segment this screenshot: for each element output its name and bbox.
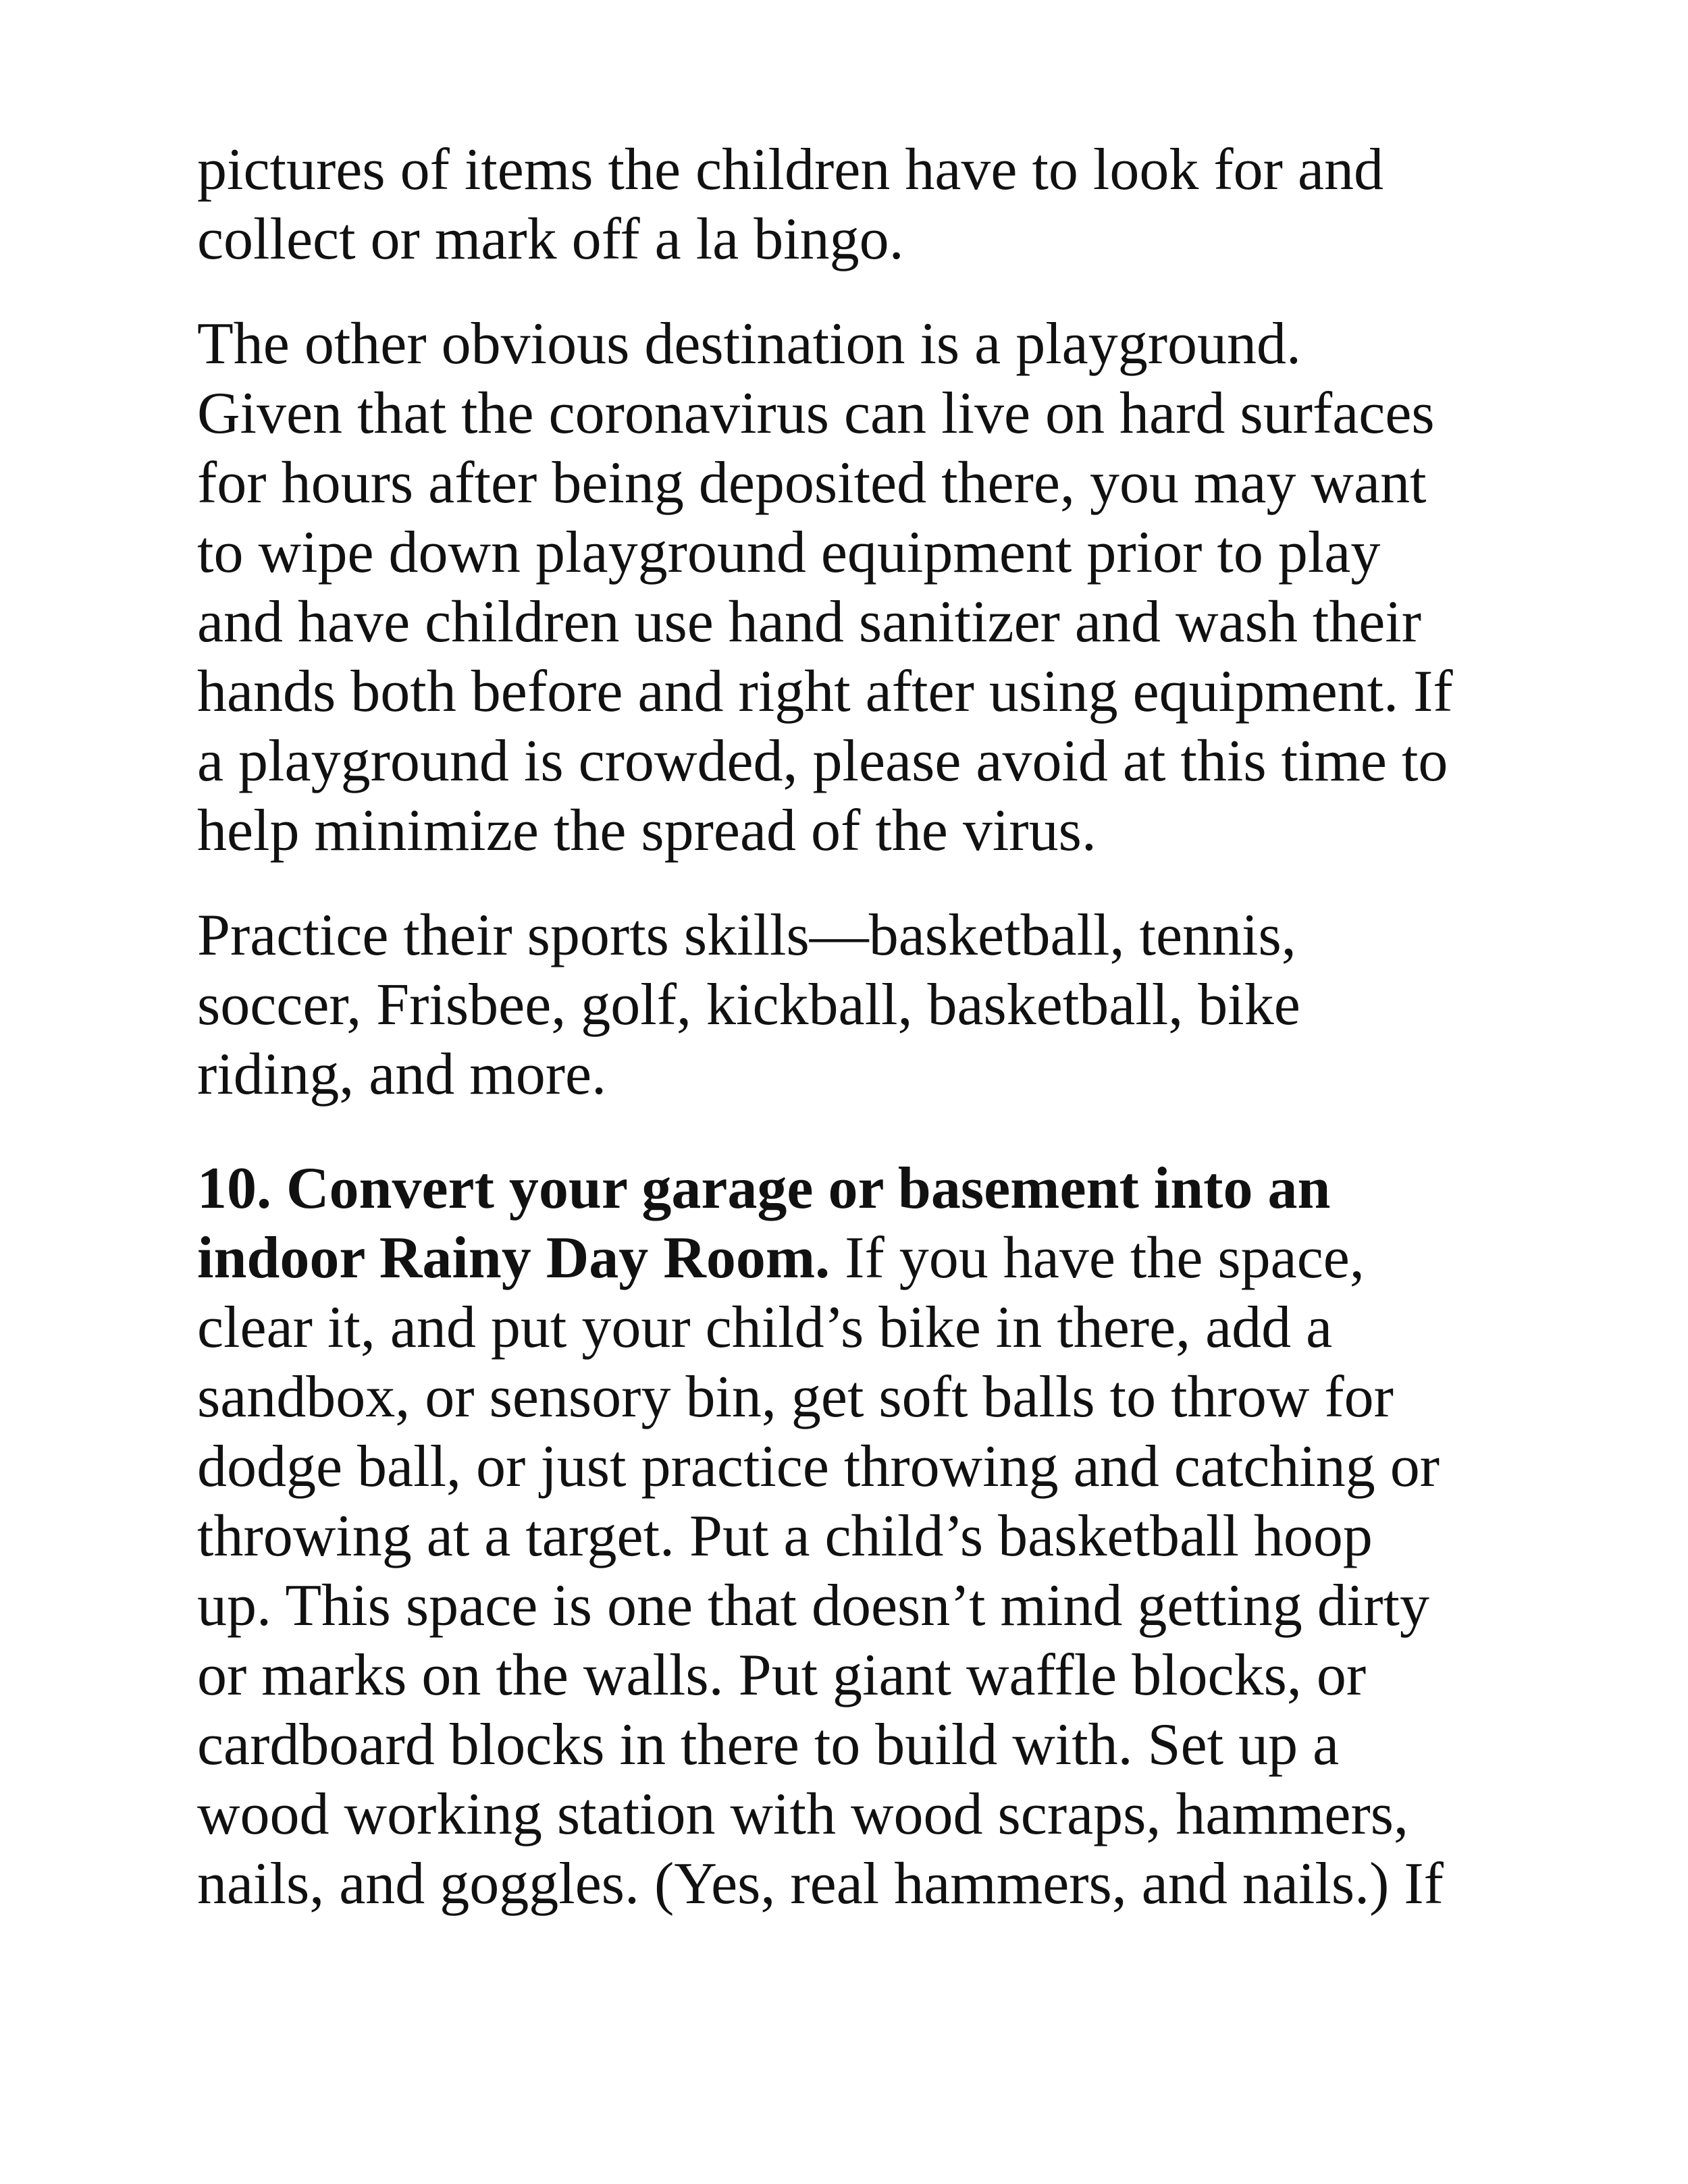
text-line: riding, and more.: [197, 1042, 607, 1107]
paragraph-playground: [197, 309, 1521, 865]
text-line: Given that the coronavirus can live on hard surfaces: [197, 381, 1435, 446]
paragraph-bingo-continued: [197, 135, 1521, 274]
text-line: sandbox, or sensory bin, get soft balls to throw for: [197, 1364, 1394, 1430]
text-line: pictures of items the children have to look for and: [197, 137, 1384, 203]
paragraph-sports-skills: [197, 901, 1521, 1109]
text-line: [197, 1223, 1521, 1293]
section-heading-continued: indoor Rainy Day Room.: [197, 1225, 830, 1291]
text-fragment: If you have the space,: [830, 1225, 1365, 1291]
text-line: help minimize the spread of the virus.: [197, 798, 1097, 863]
page-body-text: [197, 135, 1521, 1919]
text-line: up. This space is one that doesn’t mind getting dirty: [197, 1573, 1429, 1639]
text-line: hands both before and right after using equipment. If: [197, 659, 1453, 724]
text-line: throwing at a target. Put a child’s basketball hoop: [197, 1503, 1373, 1569]
text-line: cardboard blocks in there to build with. Set up a: [197, 1712, 1340, 1778]
text-line: to wipe down playground equipment prior to play: [197, 520, 1381, 585]
text-line: soccer, Frisbee, golf, kickball, basketball, bike: [197, 972, 1300, 1038]
text-line: Practice their sports skills—basketball, tennis,: [197, 903, 1296, 968]
text-line: or marks on the walls. Put giant waffle blocks, or: [197, 1643, 1367, 1708]
section-10-rainy-day-room: [197, 1154, 1521, 1919]
text-line: collect or mark off a la bingo.: [197, 207, 904, 272]
text-line: clear it, and put your child’s bike in there, add a: [197, 1295, 1333, 1360]
text-line: a playground is crowded, please avoid at this time to: [197, 728, 1448, 794]
text-line: wood working station with wood scraps, hammers,: [197, 1782, 1408, 1847]
text-line: dodge ball, or just practice throwing and catching or: [197, 1434, 1440, 1499]
section-heading: 10. Convert your garage or basement into an: [197, 1156, 1331, 1221]
text-line: for hours after being deposited there, you may want: [197, 450, 1427, 516]
text-line: nails, and goggles. (Yes, real hammers, and nails.) If: [197, 1851, 1444, 1917]
text-line: The other obvious destination is a playground.: [197, 311, 1302, 377]
text-line: and have children use hand sanitizer and wash their: [197, 589, 1422, 655]
